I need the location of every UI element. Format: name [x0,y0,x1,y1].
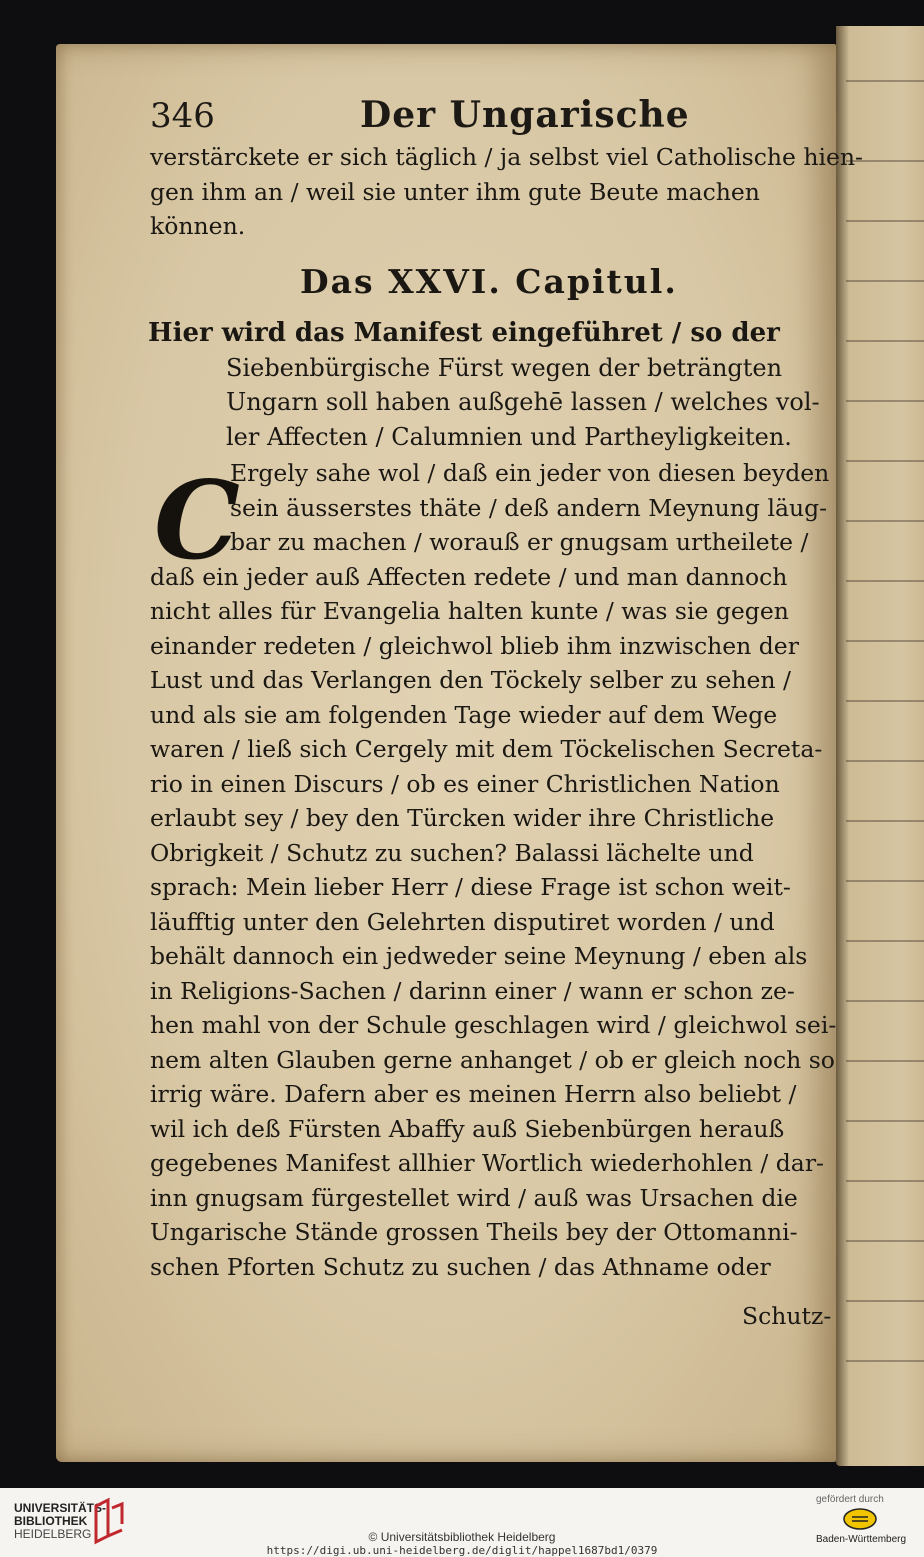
library-name-line: HEIDELBERG [14,1527,92,1541]
text-line: verstärckete er sich täglich / ja selbst viel Catholische hien- [150,143,863,171]
text-line: hen mahl von der Schule geschlagen wird / gleichwol sei- [150,1011,837,1039]
text-line: Obrigkeit / Schutz zu suchen? Balassi lächelte und [150,838,754,867]
text-line: schen Pforten Schutz zu suchen / das Athname oder [150,1252,771,1281]
text-line: können. [150,212,246,240]
text-line: irrig wäre. Dafern aber es meinen Herrn also beliebt / [150,1080,797,1108]
text-line: Ungarn soll haben außgehē lassen / welches vol- [226,388,820,416]
page-number: 346 [150,96,215,136]
running-title: Der Ungarische [360,94,690,136]
library-name-line: BIBLIOTHEK [14,1514,88,1528]
page-header [150,96,840,144]
text-line: bar zu machen / worauß er gnugsam urtheilete / [230,528,809,556]
funding-label: gefördert durch [816,1494,884,1505]
text-line: wil ich deß Fürsten Abaffy auß Siebenbürgen herauß [150,1114,785,1143]
text-line: nicht alles für Evangelia halten kunte / was sie gegen [150,597,789,625]
text-line: inn gnugsam fürgestellet wird / auß was Ursachen die [150,1183,798,1212]
library-name-line: UNIVERSITÄTS- [14,1501,107,1515]
text-line: einander redeten / gleichwol blieb ihm inzwischen der [150,631,799,660]
text-line: läufftig unter den Gelehrten disputiret worden / und [150,907,775,936]
text-line: gegebenes Manifest allhier Wortlich wiederhohlen / dar- [150,1149,824,1177]
state-coat-of-arms-icon [842,1508,878,1530]
chapter-heading: Das XXVI. Capitul. [300,262,678,301]
text-line: sprach: Mein lieber Herr / diese Frage ist schon weit- [150,873,791,901]
funder-name: Baden-Württemberg [816,1534,907,1545]
text-line: gen ihm an / weil sie unter ihm gute Beute machen [150,177,760,206]
text-line: in Religions-Sachen / darinn einer / wann er schon ze- [150,976,795,1005]
body-paragraph [150,456,836,1284]
catchword: Schutz- [742,1302,832,1330]
text-line: waren / ließ sich Cergely mit dem Töckelischen Secreta- [150,735,823,763]
text-line: erlaubt sey / bey den Türcken wider ihre Christliche [150,804,775,832]
text-line: rio in einen Discurs / ob es einer Christlichen Nation [150,769,780,798]
permalink[interactable]: https://digi.ub.uni-heidelberg.de/diglit/happel1687bd1/0379 [266,1544,658,1557]
drop-cap-initial: C [154,458,240,584]
text-line: ler Affecten / Calumnien und Partheyligkeiten. [226,422,792,451]
text-line: daß ein jeder auß Affecten redete / und man dannoch [150,562,788,591]
text-line: Ergely sahe wol / daß ein jeder von diesen beyden [230,459,830,487]
text-line: und als sie am folgenden Tage wieder auf dem Wege [150,700,778,729]
text-line: nem alten Glauben gerne anhanget / ob er gleich noch so [150,1045,835,1074]
text-line: sein äusserstes thäte / deß andern Meynung läug- [230,493,828,522]
chapter-summary [148,316,820,454]
text-line: Siebenbürgische Fürst wegen der beträngten [226,353,783,382]
copyright-notice: © Universitätsbibliothek Heidelberg [368,1530,556,1544]
text-line: Hier wird das Manifest eingeführet / so der [148,318,780,348]
viewer-footer [0,1488,924,1556]
text-line: behält dannoch ein jedweder seine Meynung / eben als [150,942,808,970]
text-line: Lust und das Verlangen den Töckely selber zu sehen / [150,666,791,694]
text-line: Ungarische Stände grossen Theils bey der Ottomanni- [150,1218,798,1246]
intro-paragraph [150,140,863,244]
